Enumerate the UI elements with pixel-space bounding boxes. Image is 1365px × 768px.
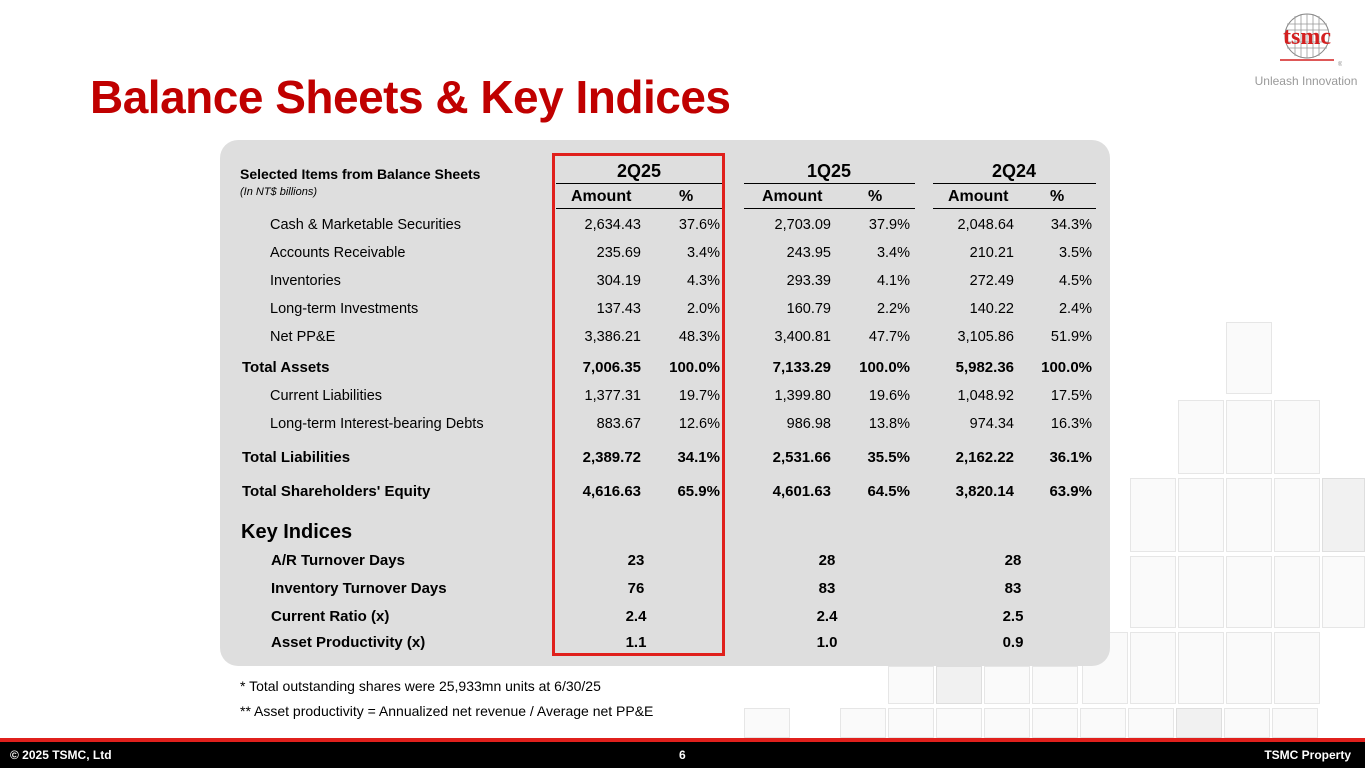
amount-cell: 974.34	[969, 416, 1014, 432]
page-title: Balance Sheets & Key Indices	[90, 71, 731, 123]
percent-cell: 37.6%	[678, 217, 720, 233]
row-label: Long-term Interest-bearing Debts	[270, 416, 484, 432]
table-heading: Selected Items from Balance Sheets	[240, 166, 481, 182]
row-label: Current Liabilities	[270, 388, 383, 404]
percent-cell: 47.7%	[868, 329, 910, 345]
amount-cell: 2,531.66	[772, 449, 831, 466]
percent-cell: 65.9%	[677, 483, 720, 500]
percent-cell: 19.7%	[678, 388, 720, 404]
key-index-label: Current Ratio (x)	[271, 608, 390, 625]
amount-cell: 3,386.21	[584, 329, 641, 345]
percent-cell: 4.5%	[1058, 273, 1092, 289]
amount-cell: 3,400.81	[774, 329, 831, 345]
percent-cell: 36.1%	[1049, 449, 1092, 466]
row-label: Inventories	[270, 273, 341, 289]
amount-cell: 1,048.92	[957, 388, 1014, 404]
key-index-value: 83	[818, 580, 836, 597]
property-label: TSMC Property	[1264, 748, 1351, 762]
percent-cell: 2.2%	[876, 301, 910, 317]
percent-cell: 2.0%	[686, 301, 720, 317]
key-index-value: 0.9	[1002, 634, 1024, 651]
amount-cell: 3,105.86	[957, 329, 1014, 345]
amount-cell: 2,048.64	[957, 217, 1014, 233]
key-index-value: 28	[1004, 552, 1022, 569]
current-quarter-highlight	[552, 153, 725, 656]
column-header-percent: %	[1050, 188, 1065, 205]
amount-cell: 304.19	[596, 273, 641, 289]
key-index-value: 1.0	[816, 634, 838, 651]
amount-cell: 2,703.09	[774, 217, 831, 233]
period-label: 1Q25	[806, 161, 852, 181]
percent-cell: 4.3%	[686, 273, 720, 289]
key-index-value: 76	[627, 580, 645, 597]
amount-cell: 243.95	[786, 245, 831, 261]
key-indices-heading: Key Indices	[241, 521, 353, 543]
amount-cell: 140.22	[969, 301, 1014, 317]
key-index-value: 2.4	[816, 608, 838, 625]
amount-cell: 235.69	[596, 245, 641, 261]
percent-cell: 13.8%	[868, 416, 910, 432]
header-rule	[744, 208, 915, 209]
percent-cell: 2.4%	[1058, 301, 1092, 317]
page-number: 6	[679, 748, 686, 762]
percent-cell: 51.9%	[1050, 329, 1092, 345]
row-label: Accounts Receivable	[270, 245, 406, 261]
key-index-label: Asset Productivity (x)	[271, 634, 426, 651]
table-units: (In NT$ billions)	[240, 186, 318, 198]
registered-mark: ®	[1338, 62, 1342, 68]
percent-cell: 37.9%	[868, 217, 910, 233]
percent-cell: 4.1%	[876, 273, 910, 289]
amount-cell: 3,820.14	[955, 483, 1014, 500]
amount-cell: 2,162.22	[955, 449, 1014, 466]
key-index-value: 28	[818, 552, 836, 569]
key-index-value: 2.5	[1002, 608, 1024, 625]
tsmc-globe-icon	[1272, 8, 1342, 70]
total-row-label: Total Liabilities	[242, 449, 351, 466]
amount-cell: 7,133.29	[772, 359, 831, 376]
logo-tagline: Unleash Innovation	[1254, 74, 1358, 88]
percent-cell: 19.6%	[868, 388, 910, 404]
period-label: 2Q25	[616, 161, 662, 181]
percent-cell: 48.3%	[678, 329, 720, 345]
row-label: Cash & Marketable Securities	[270, 217, 461, 233]
footer-bar	[0, 742, 1365, 768]
amount-cell: 160.79	[786, 301, 831, 317]
row-label: Long-term Investments	[270, 301, 419, 317]
footnote-asset-productivity: ** Asset productivity = Annualized net revenue / Average net PP&E	[240, 703, 654, 719]
percent-cell: 100.0%	[1041, 359, 1092, 376]
amount-cell: 1,377.31	[584, 388, 641, 404]
amount-cell: 883.67	[596, 416, 641, 432]
percent-cell: 34.3%	[1050, 217, 1092, 233]
column-header-amount: Amount	[571, 188, 632, 205]
amount-cell: 210.21	[969, 245, 1014, 261]
header-rule	[933, 208, 1096, 209]
percent-cell: 100.0%	[669, 359, 720, 376]
amount-cell: 2,389.72	[582, 449, 641, 466]
percent-cell: 63.9%	[1049, 483, 1092, 500]
amount-cell: 5,982.36	[955, 359, 1014, 376]
percent-cell: 100.0%	[859, 359, 910, 376]
amount-cell: 4,601.63	[772, 483, 831, 500]
percent-cell: 35.5%	[867, 449, 910, 466]
amount-cell: 7,006.35	[582, 359, 641, 376]
percent-cell: 12.6%	[678, 416, 720, 432]
amount-cell: 986.98	[786, 416, 831, 432]
amount-cell: 4,616.63	[582, 483, 641, 500]
amount-cell: 1,399.80	[774, 388, 831, 404]
key-index-value: 1.1	[625, 634, 647, 651]
period-label: 2Q24	[991, 161, 1037, 181]
period-rule	[933, 183, 1096, 184]
key-index-value: 2.4	[625, 608, 647, 625]
percent-cell: 3.5%	[1058, 245, 1092, 261]
total-row-label: Total Assets	[242, 359, 330, 376]
copyright: © 2025 TSMC, Ltd	[10, 748, 112, 762]
column-header-percent: %	[679, 188, 694, 205]
percent-cell: 17.5%	[1050, 388, 1092, 404]
amount-cell: 272.49	[969, 273, 1014, 289]
logo-text: tsmc	[1283, 24, 1331, 50]
amount-cell: 2,634.43	[584, 217, 641, 233]
amount-cell: 137.43	[596, 301, 641, 317]
key-index-label: Inventory Turnover Days	[271, 580, 447, 597]
percent-cell: 3.4%	[686, 245, 720, 261]
period-rule	[744, 183, 915, 184]
percent-cell: 64.5%	[867, 483, 910, 500]
tsmc-logo	[1250, 8, 1362, 92]
footnote-shares: * Total outstanding shares were 25,933mn units at 6/30/25	[240, 678, 601, 694]
key-index-value: 23	[627, 552, 645, 569]
column-header-amount: Amount	[948, 188, 1009, 205]
row-label: Net PP&E	[270, 329, 336, 345]
amount-cell: 293.39	[786, 273, 831, 289]
key-index-value: 83	[1004, 580, 1022, 597]
total-row-label: Total Shareholders' Equity	[242, 483, 431, 500]
column-header-amount: Amount	[762, 188, 823, 205]
percent-cell: 34.1%	[677, 449, 720, 466]
key-index-label: A/R Turnover Days	[271, 552, 405, 569]
percent-cell: 16.3%	[1050, 416, 1092, 432]
percent-cell: 3.4%	[876, 245, 910, 261]
column-header-percent: %	[868, 188, 883, 205]
